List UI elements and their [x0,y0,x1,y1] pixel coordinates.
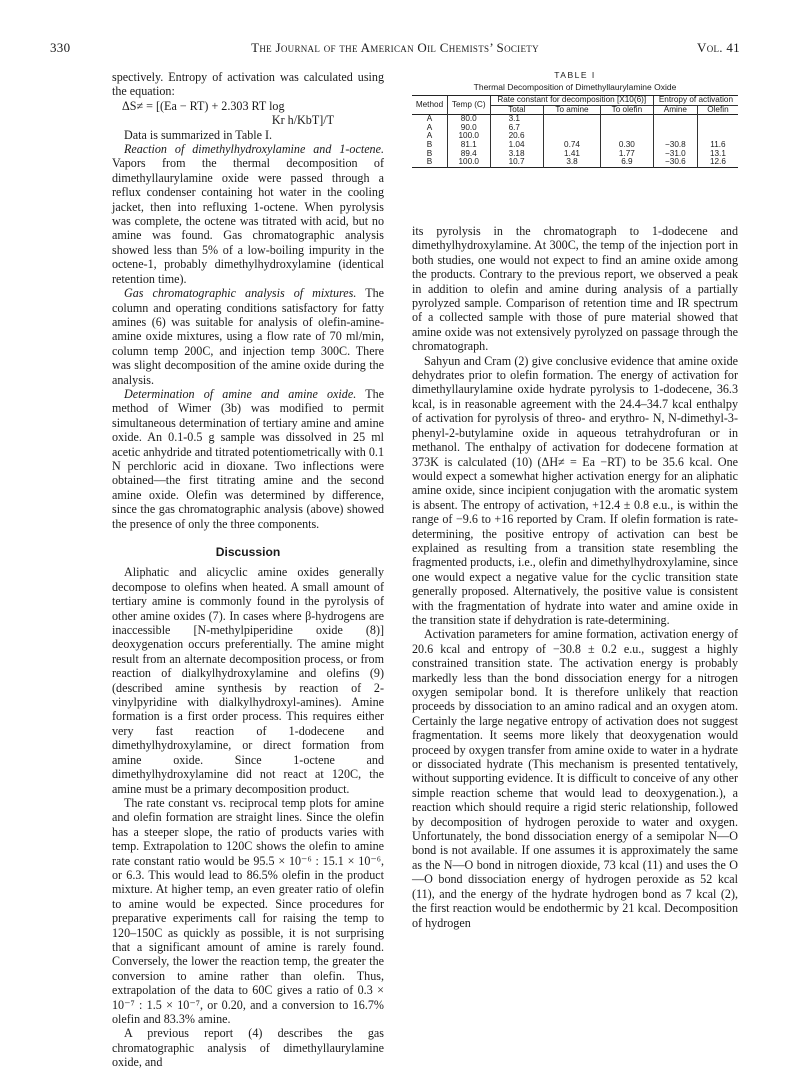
col-entropy-group: Entropy of activation [653,96,738,106]
cell-amine: −30.8 [653,141,697,150]
gc-paragraph [112,286,384,387]
reaction-text: Vapors from the thermal decomposition of dimethyllaurylamine oxide were passed through a reflux condenser containing hot water in the cooling jacket, then into refluxing 1-octene. When pyrolysis was complete, the octene was titrated with acid, but no amine was found. Gas chromatographic analysis showed less than 5% of a low-boiling impurity in the octene-1, probably dimethylhydroxylamine (identical retention time). [112,156,384,286]
table-1 [412,70,738,168]
col-to-amine: To amine [544,105,601,115]
cell-to-olefin [600,124,653,133]
cell-to-amine [544,124,601,133]
col-method: Method [412,96,447,115]
reaction-paragraph [112,142,384,286]
gc-text: The column and operating conditions satisfactory for fatty amines (6) was suitable for analysis of olefin-amine-amine oxide mixtures, using a flow rate of 70 ml/min, column temp 200C, and injection temp 300C. There was slight decomposition of the amine oxide during the analysis. [112,286,384,387]
cell-temp: 89.4 [447,150,490,159]
cell-temp: 80.0 [447,115,490,124]
running-header [50,40,740,60]
right-paragraph-1: its pyrolysis in the chromatograph to 1-dodecene and dimethylhydroxylamine. At 300C, the temp of the injection port in both studies, one would not expect to find an amine oxide among the products. Contrary to the previous report, we observed a peak in addition to olefin and amine during analysis of a partially pyrolyzed sample. Comparison of retention time and IR spectrum of a collected sample with those of pure material showed that amine oxide was not extensively pyrolyzed on passage through the chromatograph. [412,224,738,354]
col-rate-group: Rate constant for decomposition [X10(6)] [490,96,653,106]
entropy-equation-line-1: ΔS≠ = [(Ea − RT) + 2.303 RT log [122,98,285,113]
right-column [412,224,738,930]
decomposition-table [412,95,738,168]
table-row [412,158,738,167]
cell-method: A [426,114,433,124]
cell-amine [653,124,697,133]
col-temp: Temp (C) [447,96,490,115]
cell-to-olefin [600,115,653,124]
reaction-title: Reaction of dimethylhydroxylamine and 1-octene. [124,142,384,157]
page-number: 330 [50,40,71,55]
discussion-heading: Discussion [215,545,281,559]
cell-to-olefin: 6.9 [600,158,653,167]
cell-total: 3.1 [490,115,544,124]
summary-sentence: Data is summarized in Table I. [124,127,273,142]
discussion-paragraph-3: A previous report (4) describes the gas chromatographic analysis of dimethyllaurylamine oxide, and [112,1026,384,1070]
cell-olefin: 12.6 [697,158,738,167]
gc-title: Gas chromatographic analysis of mixtures. [124,286,357,301]
determination-paragraph [112,387,384,531]
left-column [112,70,384,1070]
cell-olefin [697,124,738,133]
cell-olefin: 13.1 [697,150,738,159]
discussion-paragraph-2: The rate constant vs. reciprocal temp plots for amine and olefin formation are straight lines. Since the olefin has a steeper slope, the ratio of products varies with temp. Extrapolation to 120C shows the olefin to amine rate constant ratio would be 95.5 × 10⁻⁶ : 15.1 × 10⁻⁶, or 6.3. This would lead to 86.5% olefin in the product mixture. At higher temp, an even greater ratio of olefin to amine would be expected. Since procedures for preparative experiments call for raising the temp to 120–150C as quickly as possible, it is not surprising that a significant amount of amine is rarely found. Conversely, the lower the reaction temp, the greater the conversion to amine rather than olefin. Thus, extrapolation of the data to 60C gives a ratio of 0.3 × 10⁻⁷ : 1.5 × 10⁻⁷, or 0.20, and a conversion to 16.7% olefin and 83.3% amine. [112,795,384,1026]
cell-temp: 100.0 [447,132,490,141]
cell-to-olefin: 0.30 [600,141,653,150]
cell-olefin: 11.6 [697,141,738,150]
cell-amine: −30.6 [653,158,697,167]
discussion-paragraph-1: Aliphatic and alicyclic amine oxides generally decompose to olefins when heated. A small amount of tertiary amine is commonly found in the pyrolysis of other amine oxides (7). In cases where β-hydrogens are inaccessible [N-methylpiperidine oxide (8)] deoxygenation occurs preferentially. The amine might result from an alternate decomposition process, or from reaction of dialkylhydroxylamine and olefins (9) (described amine synthesis by reaction of 2-vinylpyridine with dialkylhydroxyl-amines). Amine formation is a first order process. This requires either very fast reaction of 1-dodecene and dimethylhydroxylamine, or direct formation from amine oxide. Since 1-octene and dimethylhydroxylamine did not react at 120C, the amine must be a primary decomposition product. [112,565,384,796]
cell-total: 6.7 [490,124,544,133]
cell-total: 10.7 [490,158,544,167]
entropy-equation-line-2: Kr h/KbT]/T [271,113,334,128]
cell-temp: 90.0 [447,124,490,133]
determination-title: Determination of amine and amine oxide. [124,386,357,401]
cell-method: B [426,157,433,167]
right-paragraph-2: Sahyun and Cram (2) give conclusive evidence that amine oxide dehydrates prior to olefin formation. The energy of activation for dimethyllaurylamine oxide hydrate pyrolysis to 1-dodecene, 36.3 kcal, is in reasonable agreement with the 24.4–34.7 kcal enthalpy of activation for pyrolysis of threo- and erythro- N, N-dimethyl-3-phenyl-2-butylamine oxide in aqueous tetrahydrofuran or in methanol. The enthalpy of activation for dodecene formation at 373K is calculated (10) (ΔH≠ = Ea −RT) to be 35.6 kcal. One would expect a somewhat higher activation energy for an aliphatic amine oxide, since incipient conjugation with the aromatic system is absent. The entropy of activation, +12.4 ± 0.8 e.u., is within the range of −9.6 to +16 reported by Cram. If olefin formation is rate-determining, the positive entropy of activation can best be explained as resulting from a transition state resembling the fragmented products, i.e., olefin and dimethylhydroxylamine, since one would expect a negative value for the cyclic transition state generally proposed. Alternatively, the positive value is consistent with the fragmentation of hydrate into water and amine oxide in the transition state if dehydration is rate-determining. [412,353,738,627]
cell-olefin [697,115,738,124]
cell-total: 1.04 [490,141,544,150]
cell-to-amine: 1.41 [544,150,601,159]
col-total: Total [490,105,544,115]
col-amine: Amine [653,105,697,115]
cell-method: B [426,139,433,149]
cell-to-olefin: 1.77 [600,150,653,159]
intro-paragraph: spectively. Entropy of activation was calculated using the equation: [112,70,384,99]
table-caption: Thermal Decomposition of Dimethyllaurylamine Oxide [473,82,677,92]
cell-amine: −31.0 [653,150,697,159]
cell-to-amine: 3.8 [544,158,601,167]
volume-label: Vol. 41 [697,40,740,55]
table-label: TABLE I [554,70,596,80]
cell-temp: 100.0 [447,158,490,167]
cell-amine [653,115,697,124]
journal-title: The Journal of the American Oil Chemists’ Society [251,40,539,55]
cell-total: 20.6 [490,132,544,141]
cell-to-amine: 0.74 [544,141,601,150]
cell-temp: 81.1 [447,141,490,150]
cell-to-amine [544,115,601,124]
col-olefin: Olefin [697,105,738,115]
cell-method: B [426,148,433,158]
cell-method: A [426,122,433,132]
right-paragraph-3: Activation parameters for amine formation, activation energy of 20.6 kcal and entropy of −30.8 ± 0.2 e.u., suggest a highly constrained transition state. The activation energy is probably markedly less than the bond dissociation energy for a nitrogen oxygen semipolar bond. It is therefore unlikely that reaction proceeds by dissociation to an amino radical and an oxygen atom. Certainly the large negative entropy of activation does not suggest fragmentation. It seems more likely that deoxygenation would proceed by oxygen transfer from amine oxide to water in a hydrate or dissociated hydrate (This mechanism is presented tentatively, without supporting evidence. It is difficult to conceive of any other simple reaction scheme that would lead to deoxygenation.), a reaction which should require a rigid steric relationship, followed by decomposition of hydrogen peroxide to water and oxygen. Unfortunately, the bond dissociation energy of a semipolar N—O bond is not available. If one assumes it is approximately the same as the N—O bond in nitrogen dioxide, 73 kcal (11) and uses the O—O bond dissociation energy of hydrogen peroxide as 52 kcal (11), and the energy of the hydrate hydrogen bond as 7 kcal (2), the first reaction would be endothermic by 21 kcal. Decomposition of hydrogen [412,627,738,930]
cell-method: A [426,131,433,141]
determination-text: The method of Wimer (3b) was modified to permit simultaneous determination of tertiary amine and amine oxide. An 0.1-0.5 g sample was dissolved in 25 ml acetic anhydride and titrated potentiometrically with 0.1 N perchloric acid in dioxane. Two inflections were obtained—the first titrating amine and the second amine oxide. Olefin was determined by difference, since the gas chromatographic analysis (above) showed the presence of only the three components. [112,386,384,531]
col-to-olefin: To olefin [600,105,653,115]
cell-total: 3.18 [490,150,544,159]
